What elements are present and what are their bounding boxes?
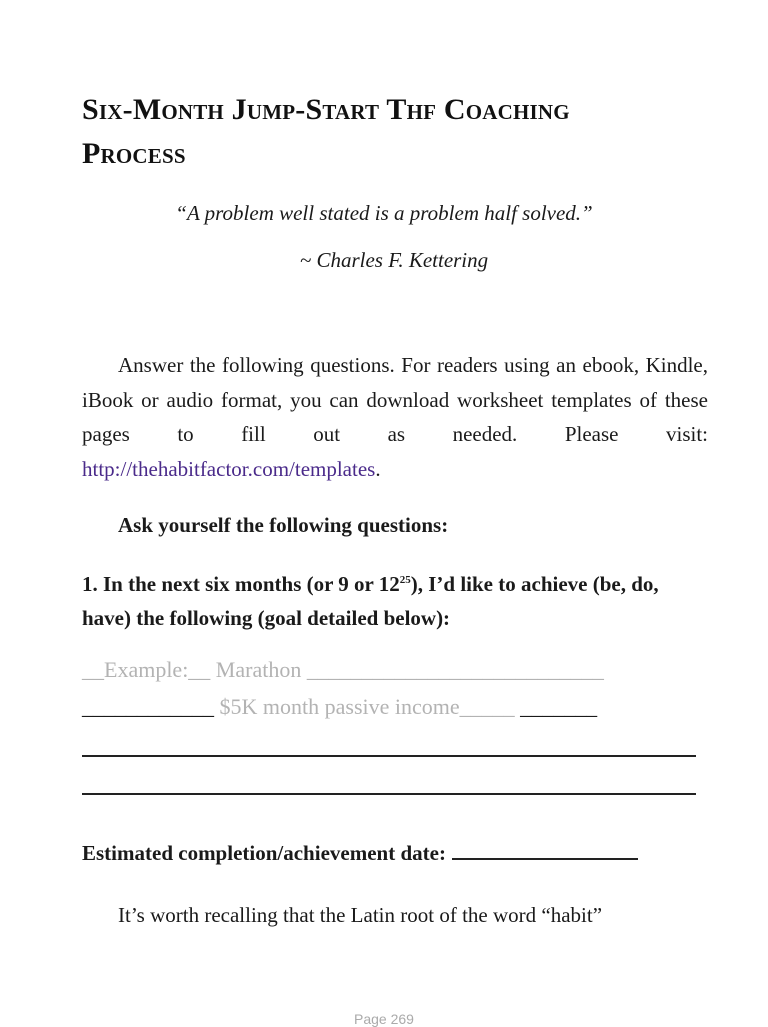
intro-paragraph [82,348,708,486]
epigraph-quote: “A problem well stated is a problem half solved.” [175,201,593,225]
closing-paragraph: It’s worth recalling that the Latin root of the word “habit” [118,903,603,927]
estimated-date-blank [452,838,638,860]
blank-segment-end: _______ [520,694,598,719]
intro-period: . [375,456,381,481]
answer-blank-line-3 [82,755,696,757]
estimated-date-row [82,838,708,868]
blank-segment-start: ____________ [82,694,214,719]
question-1-text-start: 1. In the next six months (or 9 or 12 [82,572,400,596]
example-answer-line-2 [82,692,597,722]
question-1-text-end: ), I’d like to achieve (be, do, have) the following (goal detailed below): [82,572,659,630]
chapter-title-line-1: Six-Month Jump-Start Thf Coaching [82,93,570,126]
estimated-date-label: Estimated completion/achievement date: [82,841,446,865]
chapter-title [82,88,702,176]
answer-blank-line-4 [82,793,696,795]
question-1 [82,567,708,635]
ask-heading: Ask yourself the following questions: [118,513,449,537]
templates-link[interactable]: http://thehabitfactor.com/templates [82,456,376,481]
example-passive-income: $5K month passive income_____ [214,694,521,719]
footnote-marker[interactable]: 25 [399,574,411,586]
page-number: Page 269 [354,1011,414,1027]
intro-text: Answer the following questions. For readers using an ebook, Kindle, iBook or audio format, you can download worksheet templates of these pages to fill out as needed. Please visit: [82,353,708,446]
chapter-title-line-2: Process [82,137,186,170]
example-answer-line-1: __Example:__ Marathon ___________________________ [82,657,604,682]
epigraph-attribution: ~ Charles F. Kettering [299,248,489,272]
